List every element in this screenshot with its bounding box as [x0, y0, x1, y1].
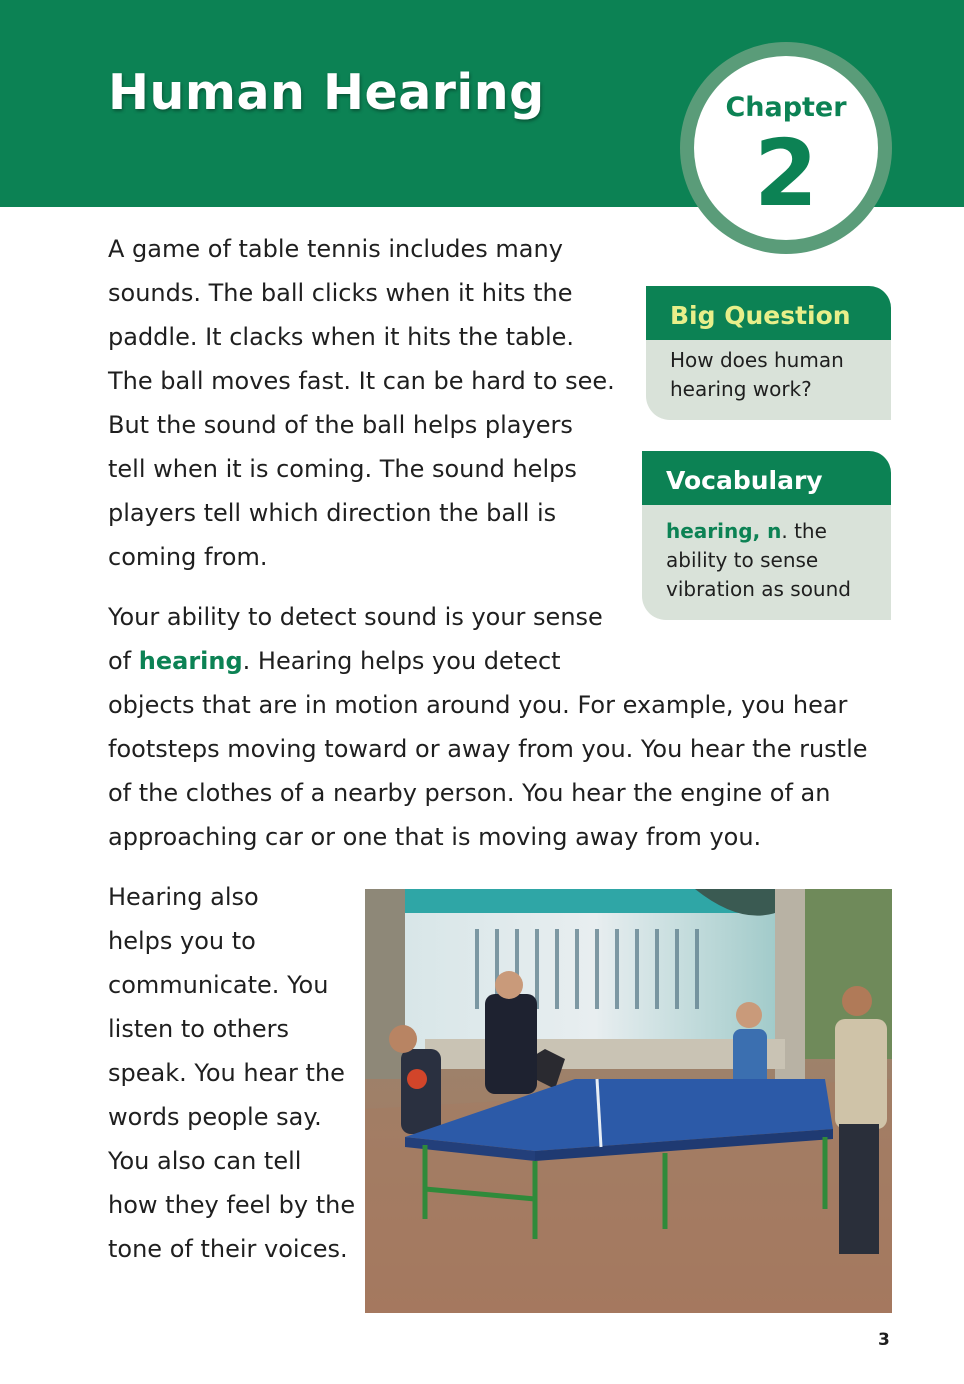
text-line: But the sound of the ball helps players — [108, 411, 573, 439]
text-line: Your ability to detect sound is your sense — [108, 603, 603, 631]
text-line: how they feel by the — [108, 1191, 356, 1219]
vocabulary-term: hearing, n — [666, 519, 782, 543]
big-question-text: How does human hearing work? — [646, 340, 891, 420]
text-line: coming from. — [108, 543, 268, 571]
text-line: Hearing also — [108, 883, 259, 911]
chapter-number: 2 — [753, 120, 818, 227]
chapter-badge — [694, 56, 878, 240]
text-line: paddle. It clacks when it hits the table. — [108, 323, 575, 351]
text-line: listen to others — [108, 1015, 290, 1043]
paragraph-sense-of-hearing — [108, 595, 868, 859]
big-question-heading: Big Question — [646, 286, 891, 340]
text-line: A game of table tennis includes many — [108, 235, 563, 263]
paragraph-communicate — [108, 875, 356, 1271]
text-line: of the clothes of a nearby person. You hear the engine of an — [108, 779, 831, 807]
text-line: sounds. The ball clicks when it hits the — [108, 279, 573, 307]
text-line: The ball moves fast. It can be hard to see. — [108, 367, 615, 395]
chapter-title: Human Hearing — [108, 64, 545, 121]
text-line: words people say. — [108, 1103, 322, 1131]
text-line: players tell which direction the ball is — [108, 499, 557, 527]
text-line: tell when it is coming. The sound helps — [108, 455, 577, 483]
chapter-label: Chapter — [725, 92, 847, 123]
page-number: 3 — [878, 1330, 890, 1350]
vocabulary-term-link[interactable]: hearing — [138, 647, 243, 675]
text-line: You also can tell — [108, 1147, 302, 1175]
text-line — [108, 639, 858, 683]
text-line: tone of their voices. — [108, 1235, 348, 1263]
vocabulary-heading: Vocabulary — [642, 451, 891, 505]
table-tennis-photo — [365, 889, 892, 1313]
text-fragment: . Hearing helps you detect — [242, 647, 561, 675]
paragraph-table-tennis — [108, 227, 615, 579]
text-line: speak. You hear the — [108, 1059, 345, 1087]
vocabulary-definition-text: . the ability to sense vibration as sound — [666, 519, 851, 601]
text-line: communicate. You — [108, 971, 329, 999]
text-line: footsteps moving toward or away from you. You hear the rustle — [108, 735, 868, 763]
vocabulary-box — [642, 451, 891, 620]
text-line: approaching car or one that is moving away from you. — [108, 823, 762, 851]
text-line: helps you to — [108, 927, 256, 955]
table-tennis-photo-art — [365, 889, 892, 1313]
vocabulary-definition — [642, 505, 891, 620]
text-fragment: of — [108, 647, 139, 675]
text-line: objects that are in motion around you. For example, you hear — [108, 691, 848, 719]
big-question-box — [646, 286, 891, 420]
